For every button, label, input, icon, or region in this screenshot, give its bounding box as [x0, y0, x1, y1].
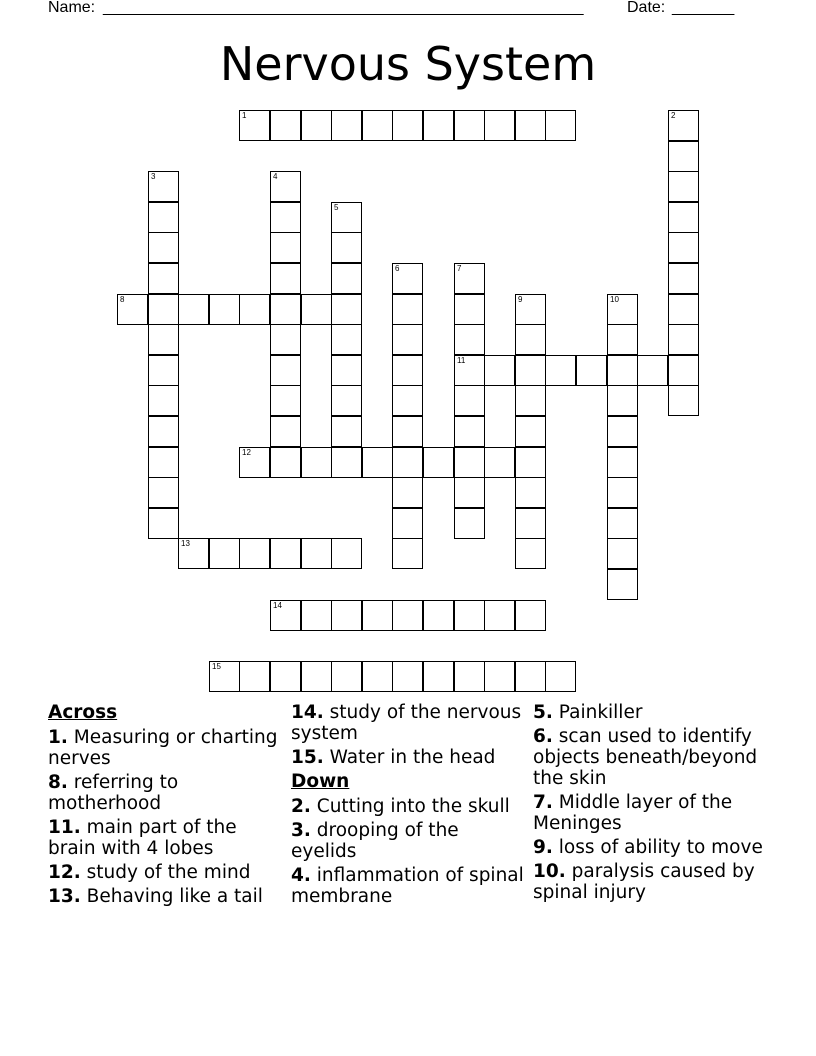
crossword-cell-8[interactable]	[117, 294, 148, 325]
crossword-cell[interactable]	[515, 538, 546, 569]
crossword-cell[interactable]	[607, 447, 638, 478]
crossword-cell[interactable]	[484, 447, 515, 478]
crossword-cell[interactable]	[392, 416, 423, 447]
crossword-cell[interactable]	[331, 263, 362, 294]
crossword-cell[interactable]	[545, 355, 576, 386]
crossword-cell[interactable]	[239, 661, 270, 692]
crossword-cell[interactable]	[515, 508, 546, 539]
crossword-cell-1[interactable]	[239, 110, 270, 141]
crossword-cell[interactable]	[392, 600, 423, 631]
crossword-cell-13[interactable]	[178, 538, 209, 569]
crossword-cell[interactable]	[209, 538, 240, 569]
crossword-cell[interactable]	[607, 569, 638, 600]
crossword-cell[interactable]	[668, 324, 699, 355]
crossword-cell[interactable]	[607, 477, 638, 508]
crossword-cell[interactable]	[270, 294, 301, 325]
crossword-cell[interactable]	[454, 324, 485, 355]
crossword-cell[interactable]	[607, 355, 638, 386]
crossword-cell[interactable]	[545, 661, 576, 692]
crossword-cell[interactable]	[331, 600, 362, 631]
crossword-cell-5[interactable]	[331, 202, 362, 233]
crossword-cell-6[interactable]	[392, 263, 423, 294]
across-heading: Across	[48, 702, 118, 723]
crossword-cell[interactable]	[362, 110, 393, 141]
crossword-cell[interactable]	[270, 355, 301, 386]
crossword-cell[interactable]	[423, 600, 454, 631]
crossword-cell[interactable]	[270, 385, 301, 416]
crossword-cell[interactable]	[392, 324, 423, 355]
clue-across-14: 14. study of the nervous system	[291, 702, 522, 744]
down-heading: Down	[291, 771, 350, 792]
crossword-cell[interactable]	[392, 508, 423, 539]
crossword-cell[interactable]	[423, 110, 454, 141]
clue-down-9: 9. loss of ability to move	[533, 837, 763, 858]
name-label: Name:	[48, 0, 96, 16]
clue-down-10: 10. paralysis caused by spinal injury	[533, 861, 755, 903]
crossword-cell[interactable]	[515, 600, 546, 631]
crossword-cell-4[interactable]	[270, 171, 301, 202]
clue-number-label: 9	[518, 295, 523, 304]
crossword-cell[interactable]	[454, 508, 485, 539]
crossword-cell[interactable]	[454, 600, 485, 631]
crossword-cell-12[interactable]	[239, 447, 270, 478]
crossword-cell-14[interactable]	[270, 600, 301, 631]
crossword-cell[interactable]	[331, 232, 362, 263]
crossword-cell-7[interactable]	[454, 263, 485, 294]
clue-across-11: 11. main part of the brain with 4 lobes	[48, 817, 237, 859]
clue-down-6: 6. scan used to identify objects beneath/beyond the skin	[533, 726, 758, 789]
crossword-cell[interactable]	[148, 477, 179, 508]
clue-across-13: 13. Behaving like a tail	[48, 886, 263, 907]
crossword-cell[interactable]	[576, 355, 607, 386]
crossword-cell[interactable]	[270, 232, 301, 263]
name-line[interactable]: ______________________________________________________	[103, 0, 584, 16]
crossword-cell-9[interactable]	[515, 294, 546, 325]
crossword-cell[interactable]	[423, 661, 454, 692]
crossword-cell[interactable]	[148, 202, 179, 233]
crossword-cell[interactable]	[270, 324, 301, 355]
crossword-cell[interactable]	[484, 600, 515, 631]
crossword-cell[interactable]	[331, 447, 362, 478]
crossword-cell[interactable]	[515, 477, 546, 508]
crossword-cell[interactable]	[484, 661, 515, 692]
crossword-cell[interactable]	[362, 447, 393, 478]
clues-column-3	[533, 702, 773, 906]
clue-number-label: 4	[273, 172, 278, 181]
crossword-cell[interactable]	[148, 355, 179, 386]
crossword-cell[interactable]	[301, 447, 332, 478]
clue-across-15: 15. Water in the head	[291, 747, 496, 768]
crossword-cell[interactable]	[668, 294, 699, 325]
crossword-cell[interactable]	[668, 171, 699, 202]
crossword-cell[interactable]	[331, 538, 362, 569]
clue-number-label: 7	[457, 264, 462, 273]
clue-down-4: 4. inflammation of spinal membrane	[291, 865, 524, 907]
clue-number-label: 5	[334, 203, 339, 212]
crossword-cell[interactable]	[270, 538, 301, 569]
crossword-cell[interactable]	[607, 385, 638, 416]
crossword-cell[interactable]	[668, 141, 699, 172]
crossword-cell[interactable]	[392, 294, 423, 325]
crossword-cell[interactable]	[668, 232, 699, 263]
crossword-cell[interactable]	[270, 110, 301, 141]
crossword-cell[interactable]	[607, 538, 638, 569]
crossword-cell[interactable]	[545, 110, 576, 141]
crossword-cell[interactable]	[331, 110, 362, 141]
crossword-cell[interactable]	[454, 110, 485, 141]
crossword-cell[interactable]	[454, 385, 485, 416]
crossword-cell[interactable]	[668, 385, 699, 416]
clue-down-3: 3. drooping of the eyelids	[291, 820, 459, 862]
clue-number-label: 13	[181, 539, 190, 548]
clues-column-1	[48, 702, 278, 910]
date-label: Date:	[627, 0, 666, 16]
clue-down-2: 2. Cutting into the skull	[291, 796, 510, 817]
crossword-cell[interactable]	[148, 263, 179, 294]
crossword-cell[interactable]	[301, 110, 332, 141]
crossword-cell[interactable]	[607, 508, 638, 539]
crossword-cell[interactable]	[362, 661, 393, 692]
crossword-cell[interactable]	[270, 416, 301, 447]
crossword-cell[interactable]	[454, 661, 485, 692]
crossword-cell-15[interactable]	[209, 661, 240, 692]
crossword-cell[interactable]	[668, 263, 699, 294]
crossword-cell[interactable]	[484, 355, 515, 386]
clue-across-1: 1. Measuring or charting nerves	[48, 727, 278, 769]
clue-across-12: 12. study of the mind	[48, 862, 251, 883]
crossword-cell[interactable]	[392, 661, 423, 692]
crossword-cell[interactable]	[148, 447, 179, 478]
crossword-cell[interactable]	[392, 355, 423, 386]
clue-number-label: 14	[273, 601, 282, 610]
crossword-cell[interactable]	[148, 294, 179, 325]
crossword-cell[interactable]	[392, 110, 423, 141]
crossword-cell[interactable]	[515, 416, 546, 447]
date-line[interactable]: _______	[672, 0, 735, 16]
crossword-cell[interactable]	[362, 600, 393, 631]
crossword-cell[interactable]	[392, 477, 423, 508]
clue-number-label: 15	[212, 662, 221, 671]
crossword-cell[interactable]	[331, 294, 362, 325]
crossword-cell-11[interactable]	[454, 355, 485, 386]
crossword-cell[interactable]	[454, 294, 485, 325]
crossword-cell[interactable]	[148, 416, 179, 447]
crossword-cell[interactable]	[239, 538, 270, 569]
crossword-cell[interactable]	[423, 447, 454, 478]
clue-number-label: 10	[610, 295, 619, 304]
clue-down-5: 5. Painkiller	[533, 702, 643, 723]
clue-number-label: 12	[242, 448, 251, 457]
crossword-cell[interactable]	[515, 110, 546, 141]
crossword-cell[interactable]	[301, 661, 332, 692]
crossword-cell[interactable]	[515, 324, 546, 355]
crossword-cell[interactable]	[607, 416, 638, 447]
crossword-cell[interactable]	[331, 385, 362, 416]
crossword-cell[interactable]	[270, 447, 301, 478]
crossword-cell[interactable]	[392, 538, 423, 569]
crossword-cell[interactable]	[270, 263, 301, 294]
clue-number-label: 1	[242, 111, 247, 120]
clue-number-label: 2	[671, 111, 676, 120]
crossword-cell[interactable]	[515, 661, 546, 692]
crossword-cell[interactable]	[209, 294, 240, 325]
crossword-cell[interactable]	[454, 477, 485, 508]
clue-number-label: 11	[457, 356, 466, 365]
crossword-cell[interactable]	[637, 355, 668, 386]
crossword-cell-3[interactable]	[148, 171, 179, 202]
crossword-cell[interactable]	[392, 447, 423, 478]
crossword-cell[interactable]	[148, 385, 179, 416]
crossword-cell[interactable]	[668, 355, 699, 386]
crossword-cell-2[interactable]	[668, 110, 699, 141]
crossword-cell[interactable]	[148, 508, 179, 539]
crossword-cell[interactable]	[148, 324, 179, 355]
clue-number-label: 3	[151, 172, 156, 181]
crossword-cell[interactable]	[392, 385, 423, 416]
crossword-cell[interactable]	[270, 661, 301, 692]
crossword-cell[interactable]	[331, 355, 362, 386]
crossword-cell[interactable]	[331, 416, 362, 447]
crossword-cell[interactable]	[515, 385, 546, 416]
crossword-cell[interactable]	[301, 294, 332, 325]
crossword-cell[interactable]	[454, 447, 485, 478]
crossword-cell-10[interactable]	[607, 294, 638, 325]
crossword-cell[interactable]	[331, 324, 362, 355]
crossword-cell[interactable]	[454, 416, 485, 447]
crossword-cell[interactable]	[484, 110, 515, 141]
crossword-cell[interactable]	[668, 202, 699, 233]
puzzle-title: Nervous System	[219, 37, 597, 91]
crossword-cell[interactable]	[515, 355, 546, 386]
crossword-cell[interactable]	[270, 202, 301, 233]
clue-down-7: 7. Middle layer of the Meninges	[533, 792, 733, 834]
clue-number-label: 8	[120, 295, 125, 304]
crossword-cell[interactable]	[607, 324, 638, 355]
crossword-cell[interactable]	[239, 294, 270, 325]
crossword-cell[interactable]	[331, 661, 362, 692]
crossword-cell[interactable]	[515, 447, 546, 478]
clue-number-label: 6	[395, 264, 400, 273]
crossword-cell[interactable]	[301, 538, 332, 569]
crossword-cell[interactable]	[148, 232, 179, 263]
clues-column-2	[291, 702, 527, 910]
clue-across-8: 8. referring to motherhood	[48, 772, 179, 814]
crossword-cell[interactable]	[301, 600, 332, 631]
crossword-cell[interactable]	[178, 294, 209, 325]
